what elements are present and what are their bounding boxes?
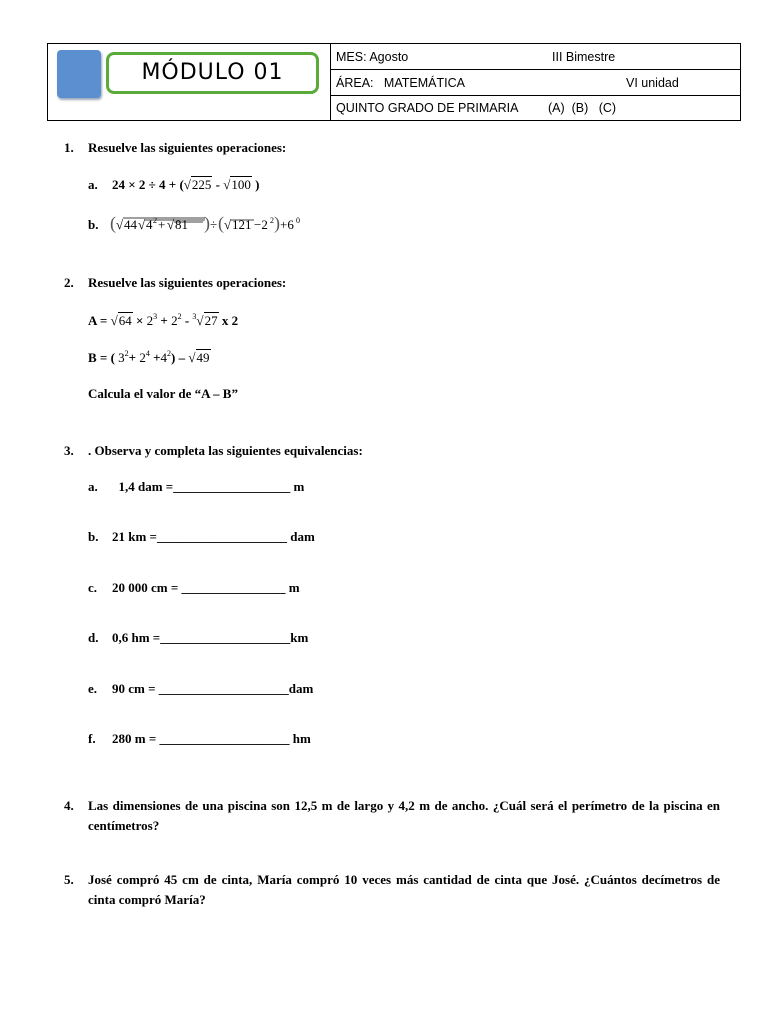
logo-cell xyxy=(48,44,331,120)
svg-text:√: √ xyxy=(138,217,146,232)
svg-text:+: + xyxy=(158,217,166,232)
q2-title: Resuelve las siguientes operaciones: xyxy=(88,275,287,290)
q1b-label: b. xyxy=(88,217,99,232)
info-cells xyxy=(330,44,740,120)
q3-number: 3. xyxy=(64,443,74,458)
svg-text:81: 81 xyxy=(175,217,188,232)
q1-title: Resuelve las siguientes operaciones: xyxy=(88,140,287,155)
svg-text:−2: −2 xyxy=(254,217,268,232)
q1a-end: ) xyxy=(251,177,260,192)
blue-square-logo xyxy=(57,50,101,98)
q3-title: . Observa y completa las siguientes equivalencias: xyxy=(88,443,363,458)
svg-text:): ) xyxy=(274,213,280,233)
q3d-label: d. xyxy=(88,630,99,645)
sqrt-icon: √ xyxy=(223,177,231,192)
header-table xyxy=(47,43,741,121)
svg-text:(: ( xyxy=(110,213,116,233)
q2a-prefix: A = xyxy=(88,313,111,328)
q3d-text: 0,6 hm =____________________km xyxy=(112,630,309,645)
svg-text:+6: +6 xyxy=(280,217,294,232)
q3a-label: a. xyxy=(88,479,98,494)
q5-text: José compró 45 cm de cinta, María compró 10 veces más cantidad de cinta que José. ¿Cuántos decímetros de cinta compró María? xyxy=(88,872,720,907)
unidad-label: VI unidad xyxy=(626,76,679,90)
q3b-text: 21 km =____________________ dam xyxy=(112,529,315,544)
svg-text:4: 4 xyxy=(146,217,153,232)
svg-text:√: √ xyxy=(224,217,232,232)
q1a-label: a. xyxy=(88,177,98,192)
sqrt-icon: √ xyxy=(183,177,191,192)
q2b-prefix: B = ( xyxy=(88,350,119,365)
q2-expression-b: B = ( $3^2+ 2^4 +4^2) - √49$ xyxy=(88,349,210,365)
q1a-radicand-2: 100 xyxy=(231,177,251,192)
q5-number: 5. xyxy=(64,872,74,887)
q3e-text: 90 cm = ____________________dam xyxy=(112,681,314,696)
grado-label: QUINTO GRADO DE PRIMARIA xyxy=(336,101,519,115)
q4-number: 4. xyxy=(64,798,74,813)
q2a-radicand: 64 xyxy=(118,313,132,328)
svg-text:√: √ xyxy=(116,217,124,232)
q3c-label: c. xyxy=(88,580,98,595)
q2-calc: Calcula el valor de “A – B” xyxy=(88,386,238,401)
area-label: ÁREA: MATEMÁTICA xyxy=(336,76,465,90)
q2-expression-a: $A = √64 \times 2^3 + 2^2 - ^3√27$ x 2 xyxy=(88,312,239,328)
svg-text:): ) xyxy=(204,213,210,233)
secciones-label: (A) (B) (C) xyxy=(548,101,617,115)
q1b-expression xyxy=(110,210,310,238)
q3f-label: f. xyxy=(88,731,96,746)
mes-label: MES: Agosto xyxy=(336,50,409,64)
q3e-label: e. xyxy=(88,681,98,696)
bimestre-label: III Bimestre xyxy=(552,50,616,64)
svg-text:(: ( xyxy=(218,213,224,233)
q1-number: 1. xyxy=(64,140,74,155)
svg-text:0: 0 xyxy=(296,216,300,225)
q1a-start: 24 × 2 ÷ 4 + ( xyxy=(112,177,184,192)
q2-number: 2. xyxy=(64,275,74,290)
q1a-radicand-1: 225 xyxy=(191,177,212,192)
svg-text:2: 2 xyxy=(270,216,274,225)
q3a-text: 1,4 dam =__________________ m xyxy=(112,479,305,494)
q3f-text: 280 m = ____________________ hm xyxy=(112,731,311,746)
svg-text:44: 44 xyxy=(124,217,137,232)
q4-text: Las dimensiones de una piscina son 12,5 m de largo y 4,2 m de ancho. ¿Cuál será el perímetro de la piscina en centímetros? xyxy=(88,798,720,833)
q3c-text: 20 000 cm = ________________ m xyxy=(112,580,300,595)
module-title: MÓDULO 01 xyxy=(106,52,319,94)
svg-text:2: 2 xyxy=(153,216,157,225)
cube-root-icon: √ xyxy=(196,313,204,328)
sqrt-icon: √ xyxy=(188,350,196,365)
row-mes xyxy=(330,44,740,70)
sqrt-icon: √ xyxy=(110,313,118,328)
svg-text:121: 121 xyxy=(232,217,252,232)
row-area xyxy=(330,70,740,96)
svg-text:√: √ xyxy=(167,217,175,232)
row-grado xyxy=(330,95,740,120)
q1a-minus: - xyxy=(212,177,224,192)
q3b-label: b. xyxy=(88,529,99,544)
svg-text:÷: ÷ xyxy=(210,217,218,232)
q1a-expression xyxy=(112,177,260,193)
